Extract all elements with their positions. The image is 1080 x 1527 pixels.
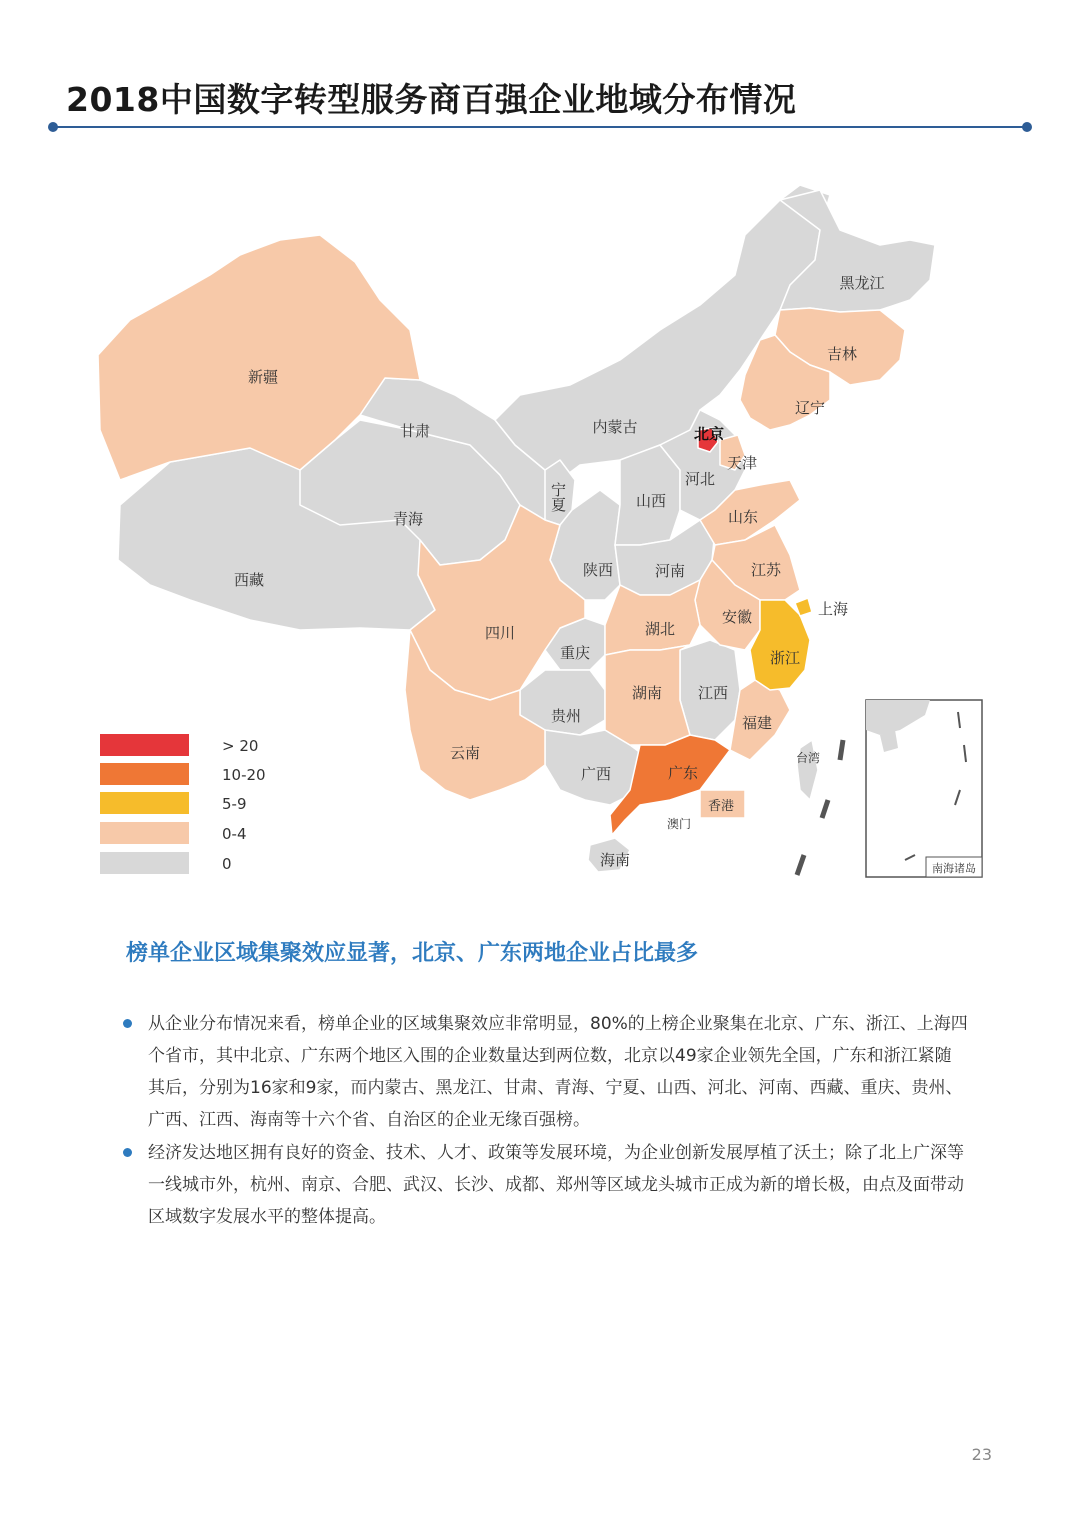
legend-label: 0-4 (222, 825, 247, 843)
label-zhejiang: 浙江 (769, 649, 801, 667)
label-shanghai: 上海 (817, 600, 849, 618)
label-heilongjiang: 黑龙江 (839, 274, 885, 292)
label-henan: 河南 (654, 562, 686, 580)
title-divider (48, 125, 1032, 129)
legend-swatch (100, 852, 189, 874)
legend-item (100, 792, 300, 816)
legend-swatch (100, 734, 189, 756)
label-jilin: 吉林 (826, 345, 858, 363)
legend-item (100, 734, 300, 758)
label-fujian: 福建 (741, 714, 773, 732)
label-xizang: 西藏 (233, 571, 265, 589)
bullet-dot (123, 1019, 132, 1028)
label-guangdong: 广东 (667, 764, 699, 782)
legend-label: 5-9 (222, 795, 247, 813)
legend-swatch (100, 763, 189, 785)
label-shandong: 山东 (727, 508, 759, 526)
label-liaoning: 辽宁 (794, 399, 826, 417)
legend-label: 10-20 (222, 766, 266, 784)
inset-label: 南海诸岛 (932, 862, 976, 875)
label-beijing: 北京 (693, 425, 725, 443)
label-hunan: 湖南 (631, 684, 663, 702)
label-tianjin: 天津 (726, 454, 758, 472)
label-shanxi: 山西 (635, 492, 667, 510)
bullet-dot (123, 1148, 132, 1157)
label-jiangsu: 江苏 (750, 561, 782, 579)
label-sichuan: 四川 (484, 624, 516, 642)
label-xianggang: 香港 (707, 799, 735, 814)
label-chongqing: 重庆 (559, 644, 591, 662)
label-hainan: 海南 (599, 851, 631, 869)
legend-item (100, 852, 300, 876)
label-shaanxi: 陕西 (582, 561, 614, 579)
label-neimenggu: 内蒙古 (592, 418, 638, 436)
label-xinjiang: 新疆 (247, 368, 279, 386)
legend-item (100, 763, 300, 787)
label-ningxia: 宁夏 (549, 482, 567, 512)
legend-label: 0 (222, 855, 232, 873)
legend-swatch (100, 822, 189, 844)
page-number: 23 (971, 1445, 992, 1464)
label-aomen: 澳门 (666, 817, 692, 831)
label-jiangxi: 江西 (697, 684, 729, 702)
label-hebei: 河北 (684, 470, 716, 488)
south-china-sea-inset (866, 700, 982, 877)
section-subheading: 榜单企业区域集聚效应显著，北京、广东两地企业占比最多 (126, 941, 699, 966)
paragraph: 经济发达地区拥有良好的资金、技术、人才、政策等发展环境，为企业创新发展厚植了沃土；除了北上广深等一线城市外，杭州、南京、合肥、武汉、长沙、成都、郑州等区域龙头城市正成为新的增长极，由点及面带动区域数字发展水平的整体提高。 (148, 1143, 964, 1227)
label-guangxi: 广西 (580, 765, 612, 783)
region-taiwan (795, 740, 821, 800)
legend-swatch (100, 792, 189, 814)
label-anhui: 安徽 (721, 608, 753, 626)
paragraph: 从企业分布情况来看，榜单企业的区域集聚效应非常明显，80%的上榜企业聚集在北京、广东、浙江、上海四个省市，其中北京、广东两个地区入围的企业数量达到两位数，北京以49家企业领先全国，广东和浙江紧随其后，分别为16家和9家，而内蒙古、黑龙江、甘肃、青海、宁夏、山西、河北、河南、西藏、重庆、贵州、广西、江西、海南等十六个省、自治区的企业无缘百强榜。 (148, 1014, 968, 1130)
label-guizhou: 贵州 (550, 707, 582, 725)
page-title: 2018中国数字转型服务商百强企业地域分布情况 (66, 80, 797, 119)
label-hubei: 湖北 (644, 620, 676, 638)
label-gansu: 甘肃 (399, 422, 431, 440)
label-qinghai: 青海 (392, 510, 424, 528)
label-taiwan: 台湾 (795, 751, 821, 765)
legend-label: > 20 (222, 737, 259, 755)
legend-item (100, 822, 300, 846)
label-yunnan: 云南 (449, 744, 481, 762)
